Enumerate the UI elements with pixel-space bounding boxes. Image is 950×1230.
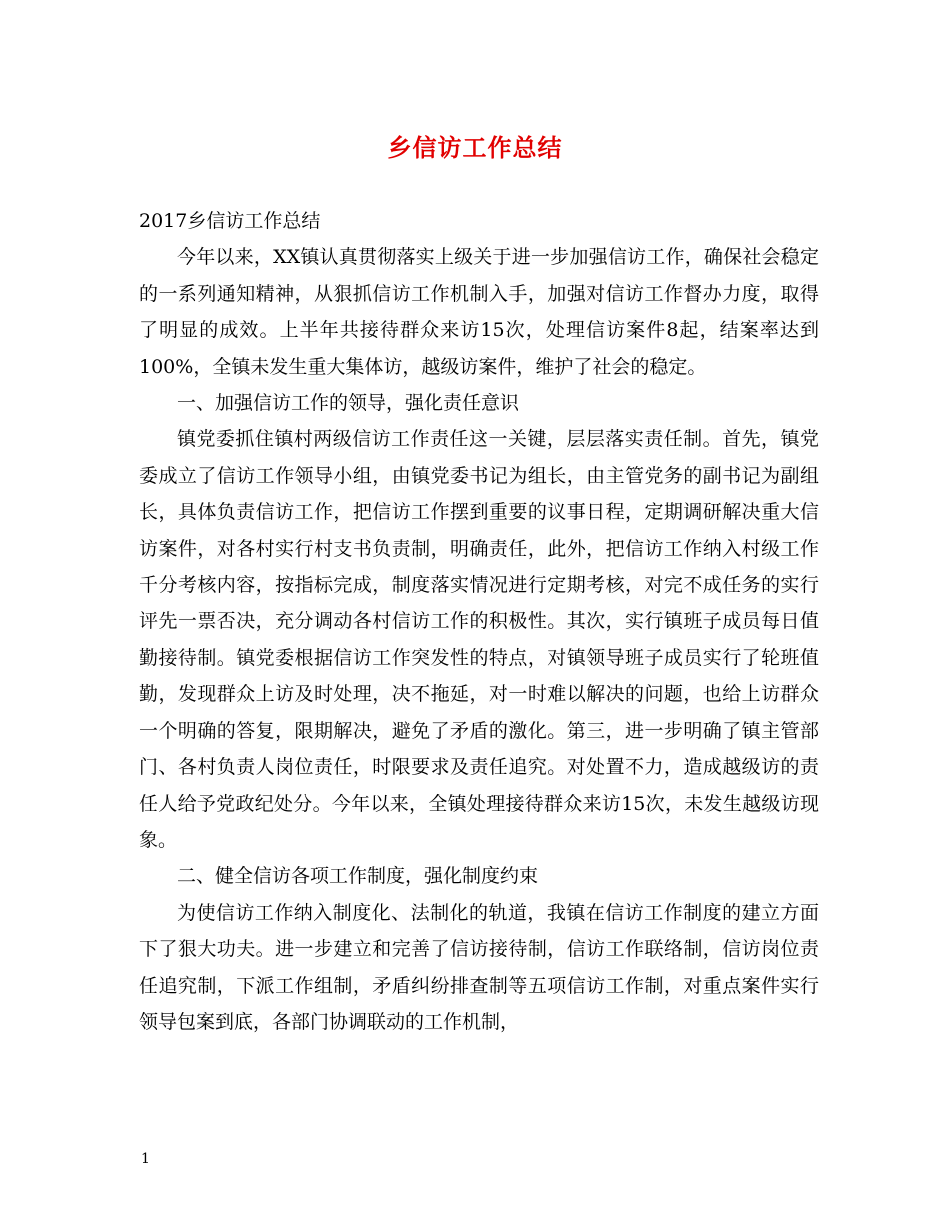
document-body xyxy=(139,203,819,1040)
paragraph-section-1: 镇党委抓住镇村两级信访工作责任这一关键，层层落实责任制。首先，镇党委成立了信访工作领导小组，由镇党委书记为组长，由主管党务的副书记为副组长，具体负责信访工作，把信访工作摆到重要的议事日程，定期调研解决重大信访案件，对各村实行村支书负责制，明确责任，此外，把信访工作纳入村级工作千分考核内容，按指标完成，制度落实情况进行定期考核，对完不成任务的实行评先一票否决，充分调动各村信访工作的积极性。其次，实行镇班子成员每日值勤接待制。镇党委根据信访工作突发性的特点，对镇领导班子成员实行了轮班值勤，发现群众上访及时处理，决不拖延，对一时难以解决的问题，也给上访群众一个明确的答复，限期解决，避免了矛盾的激化。第三，进一步明确了镇主管部门、各村负责人岗位责任，时限要求及责任追究。对处置不力，造成越级访的责任人给予党政纪处分。今年以来，全镇处理接待群众来访15次，未发生越级访现象。 xyxy=(139,428,819,851)
page-number: 1 xyxy=(141,1151,150,1167)
document-subtitle: 2017乡信访工作总结 xyxy=(139,210,321,232)
paragraph-section-2: 为使信访工作纳入制度化、法制化的轨道，我镇在信访工作制度的建立方面下了狠大功夫。进一步建立和完善了信访接待制，信访工作联络制，信访岗位责任追究制，下派工作组制，矛盾纠纷排查制等五项信访工作制，对重点案件实行领导包案到底，各部门协调联动的工作机制， xyxy=(139,901,819,1033)
section-heading-2: 二、健全信访各项工作制度，强化制度约束 xyxy=(177,865,539,888)
document-title: 乡信访工作总结 xyxy=(387,133,563,162)
paragraph-intro: 今年以来，XX镇认真贯彻落实上级关于进一步加强信访工作，确保社会稳定的一系列通知精神，从狠抓信访工作机制入手，加强对信访工作督办力度，取得了明显的成效。上半年共接待群众来访15次，处理信访案件8起，结案率达到100%，全镇未发生重大集体访，越级访案件，维护了社会的稳定。 xyxy=(139,246,819,378)
section-heading-1: 一、加强信访工作的领导，强化责任意识 xyxy=(177,392,520,415)
